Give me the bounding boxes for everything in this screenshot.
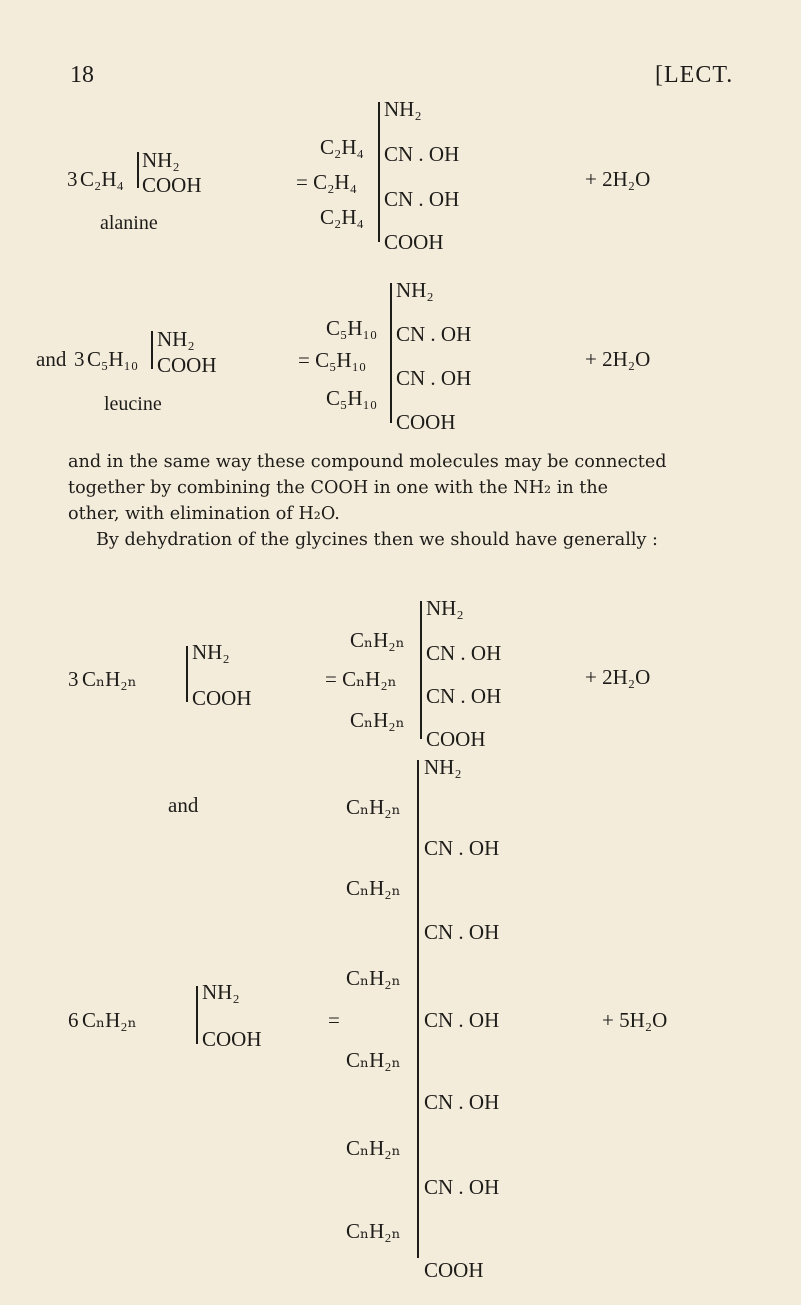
eq2-rhs-radical-mid: = C₅H₁₀ <box>298 348 367 372</box>
running-head: [LECT. <box>655 62 734 88</box>
eq4-rhs-brace <box>417 760 419 1258</box>
eq3-lhs-brace <box>186 646 188 702</box>
eq4-lhs-group-a: NH₂ <box>202 980 240 1004</box>
eq1-lhs-group-b: COOH <box>142 173 202 197</box>
eq4-lhs-formula: CₙH₂ₙ <box>82 1008 137 1032</box>
eq1-label: alanine <box>100 212 158 234</box>
eq1-lhs-formula: C₂H₄ <box>80 167 124 191</box>
eq1-rhs-radical-top: C₂H₄ <box>320 135 364 159</box>
eq3-lhs-group-a: NH₂ <box>192 640 230 664</box>
eq1-rhs-group-4: COOH <box>384 230 444 254</box>
eq2-rhs-group-4: COOH <box>396 410 456 434</box>
eq2-prefix: and <box>36 347 67 371</box>
eq4-rhs-group-5: CN . OH <box>424 1090 500 1114</box>
page-number: 18 <box>70 62 94 88</box>
eq2-lhs-coefficient: 3 <box>74 347 85 371</box>
eq4-equals: = <box>328 1008 340 1032</box>
eq2-rhs-brace <box>390 283 392 423</box>
eq3-lhs-coefficient: 3 <box>68 667 79 691</box>
eq4-rhs-radical-4: CₙH₂ₙ <box>346 1048 401 1072</box>
eq4-rhs-group-4: CN . OH <box>424 1008 500 1032</box>
eq4-prefix: and <box>168 793 199 817</box>
eq4-lhs-coefficient: 6 <box>68 1008 79 1032</box>
eq4-lhs-group-b: COOH <box>202 1027 262 1051</box>
eq4-rhs-group-2: CN . OH <box>424 836 500 860</box>
eq2-rhs-group-1: NH₂ <box>396 278 434 302</box>
eq1-rhs-group-2: CN . OH <box>384 142 460 166</box>
eq4-rhs-group-6: CN . OH <box>424 1175 500 1199</box>
eq2-lhs-formula: C₅H₁₀ <box>87 347 139 371</box>
eq2-lhs-group-b: COOH <box>157 353 217 377</box>
eq3-rhs-group-4: COOH <box>426 727 486 751</box>
eq2-rhs-group-2: CN . OH <box>396 322 472 346</box>
eq4-rhs-group-7: COOH <box>424 1258 484 1282</box>
eq3-lhs-group-b: COOH <box>192 686 252 710</box>
eq2-label: leucine <box>104 393 162 415</box>
eq3-rhs-brace <box>420 601 422 739</box>
eq3-rhs-radical-top: CₙH₂ₙ <box>350 628 405 652</box>
eq1-product: + 2H₂O <box>585 167 651 191</box>
paragraph-1-line-1: and in the same way these compound molecules may be connected <box>68 452 667 472</box>
eq4-rhs-group-1: NH₂ <box>424 755 462 779</box>
eq4-rhs-radical-1: CₙH₂ₙ <box>346 795 401 819</box>
eq1-rhs-radical-bot: C₂H₄ <box>320 205 364 229</box>
eq3-rhs-group-3: CN . OH <box>426 684 502 708</box>
paragraph-1-line-2: together by combining the COOH in one with the NH₂ in the <box>68 478 609 498</box>
eq1-lhs-coefficient: 3 <box>67 167 78 191</box>
eq3-rhs-group-2: CN . OH <box>426 641 502 665</box>
paragraph-1-line-3: other, with elimination of H₂O. <box>68 504 340 524</box>
eq1-rhs-brace <box>378 102 380 242</box>
eq1-rhs-group-1: NH₂ <box>384 97 422 121</box>
eq4-product: + 5H₂O <box>602 1008 668 1032</box>
eq2-rhs-radical-top: C₅H₁₀ <box>326 316 378 340</box>
eq2-lhs-group-a: NH₂ <box>157 327 195 351</box>
eq1-rhs-group-3: CN . OH <box>384 187 460 211</box>
eq4-rhs-radical-3: CₙH₂ₙ <box>346 966 401 990</box>
eq2-rhs-radical-bot: C₅H₁₀ <box>326 386 378 410</box>
eq1-lhs-brace <box>137 152 139 188</box>
eq4-rhs-radical-2: CₙH₂ₙ <box>346 876 401 900</box>
eq4-rhs-radical-6: CₙH₂ₙ <box>346 1219 401 1243</box>
eq3-rhs-group-1: NH₂ <box>426 596 464 620</box>
paragraph-2: By dehydration of the glycines then we should have generally : <box>96 530 658 550</box>
eq1-lhs-group-a: NH₂ <box>142 148 180 172</box>
eq2-rhs-group-3: CN . OH <box>396 366 472 390</box>
eq4-lhs-brace <box>196 986 198 1044</box>
eq4-rhs-group-3: CN . OH <box>424 920 500 944</box>
eq4-rhs-radical-5: CₙH₂ₙ <box>346 1136 401 1160</box>
eq3-lhs-formula: CₙH₂ₙ <box>82 667 137 691</box>
eq3-product: + 2H₂O <box>585 665 651 689</box>
eq2-lhs-brace <box>151 331 153 369</box>
eq3-rhs-radical-bot: CₙH₂ₙ <box>350 708 405 732</box>
eq3-rhs-radical-mid: = CₙH₂ₙ <box>325 667 397 691</box>
eq1-rhs-radical-mid: = C₂H₄ <box>296 170 357 194</box>
eq2-product: + 2H₂O <box>585 347 651 371</box>
